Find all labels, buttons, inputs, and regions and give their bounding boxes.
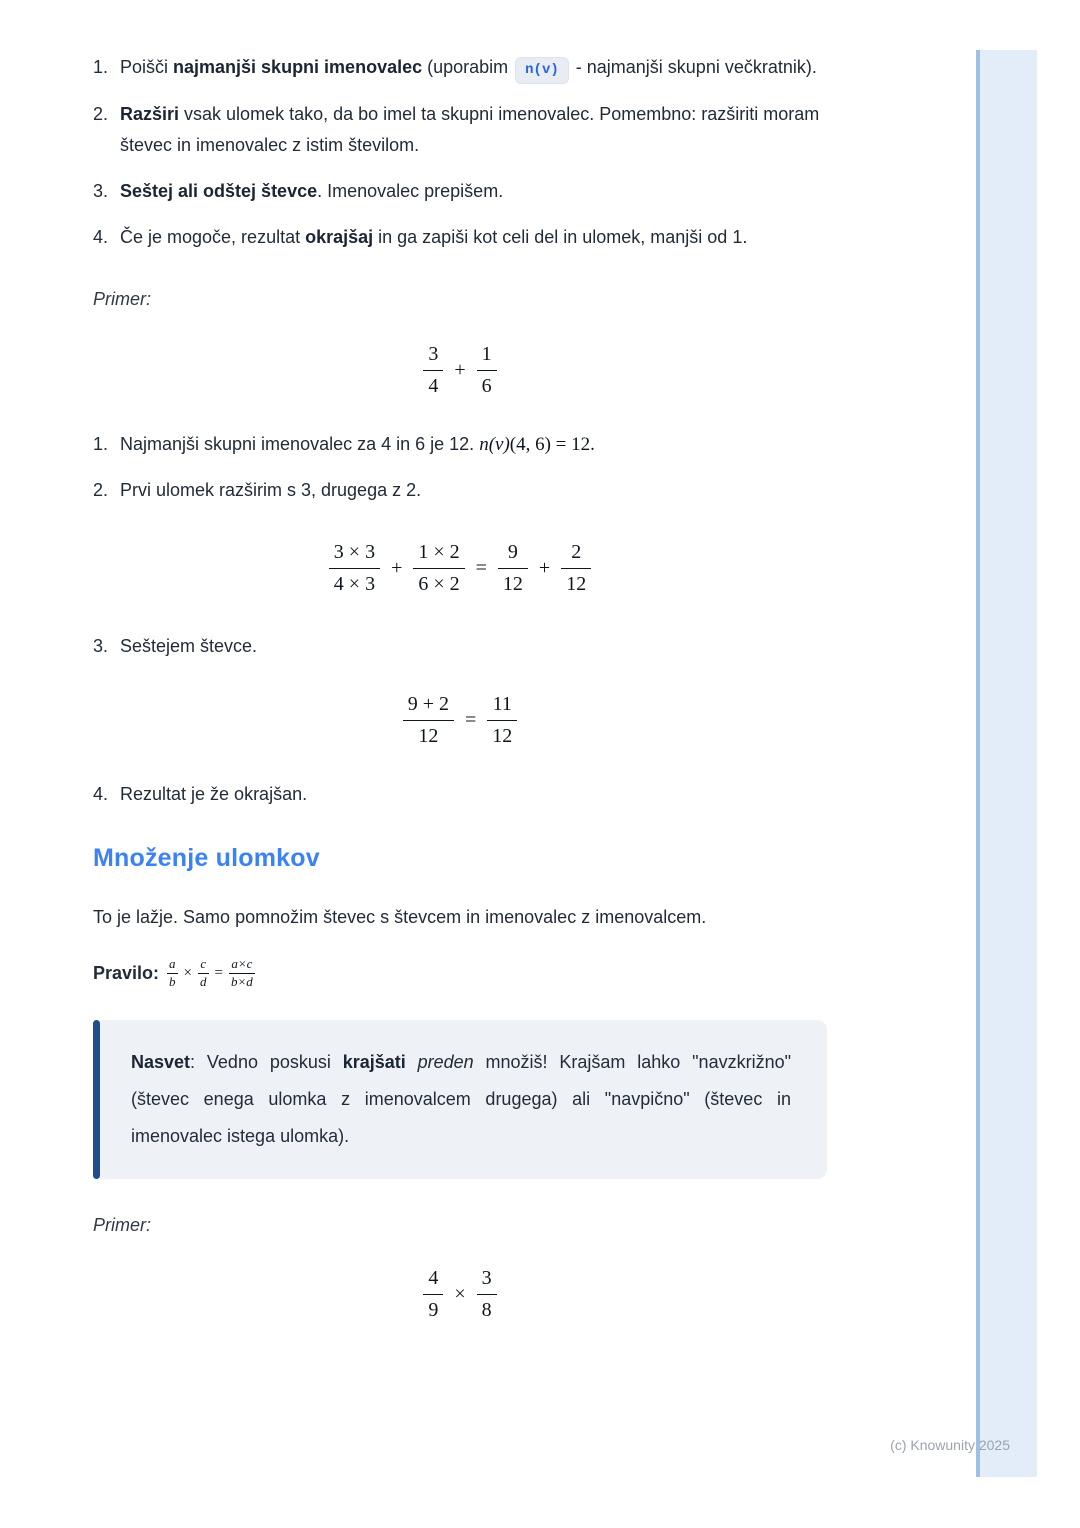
times-operator: × [454, 1282, 466, 1305]
fraction [229, 957, 255, 990]
example-step-3 [93, 631, 827, 662]
inline-math [479, 434, 595, 455]
step-text [120, 52, 827, 84]
fraction [329, 540, 380, 597]
tip-text-italic: preden [405, 1051, 474, 1072]
step-text-mid: (uporabim [422, 57, 514, 77]
numerator: 9 [498, 540, 528, 569]
formula-sum [93, 692, 827, 749]
rule-line [93, 957, 827, 990]
numerator: 11 [487, 692, 517, 721]
equals-operator: = [475, 557, 487, 579]
tip-text [131, 1044, 791, 1155]
fraction [423, 1266, 443, 1323]
step-text-bold: Seštej ali odštej števce [120, 181, 318, 201]
step-number: 2. [93, 104, 109, 124]
code-chip-nv: n(v) [515, 57, 569, 84]
denominator: 4 × 3 [333, 573, 376, 595]
plus-operator: + [391, 557, 403, 579]
tip-text-plain: : Vedno poskusi [190, 1051, 343, 1072]
procedure-step-3 [93, 176, 827, 207]
step-text-bold: najmanjši skupni imenovalec [173, 57, 423, 77]
equals-operator: = [214, 964, 223, 981]
fraction [403, 692, 454, 749]
numerator: 4 [423, 1266, 443, 1295]
denominator: 6 × 2 [418, 573, 460, 595]
fraction [198, 957, 209, 990]
step-text-pre: Če je mogoče, rezultat [120, 227, 306, 247]
tip-text-bold: krajšati [342, 1051, 406, 1072]
fraction [413, 540, 464, 597]
numerator: a [167, 957, 178, 974]
example-step-1 [93, 429, 827, 460]
denominator: 6 [481, 375, 492, 397]
section-intro: To je lažje. Samo pomnožim števec s števcem in imenovalec z imenovalcem. [93, 907, 707, 927]
formula-multiplication-example [93, 1266, 827, 1323]
example-label: Primer: [93, 1214, 151, 1235]
step-number: 4. [93, 784, 109, 804]
step-text: Seštejem števce. [120, 636, 258, 656]
fraction [487, 692, 517, 749]
denominator: b [169, 973, 176, 989]
denominator: 12 [492, 725, 513, 747]
step-number: 2. [93, 480, 109, 500]
denominator: 12 [566, 573, 587, 595]
section-heading-mnozenje-ulomkov: Množenje ulomkov [93, 844, 320, 872]
step-number: 3. [93, 636, 109, 656]
fraction [477, 342, 497, 399]
step-text-post: vsak ulomek tako, da bo imel ta skupni imenovalec. Pomembno: razširiti moram števec in imenovalec z istim številom. [120, 104, 820, 155]
numerator: 1 × 2 [413, 540, 464, 569]
step-text [120, 222, 827, 253]
procedure-step-2 [93, 99, 827, 161]
step-text [120, 176, 827, 207]
numerator: 3 × 3 [329, 540, 380, 569]
fraction [423, 342, 443, 399]
step-number: 1. [93, 434, 109, 454]
step-text-post: in ga zapiši kot celi del in ulomek, manjši od 1. [373, 227, 748, 247]
step-number: 4. [93, 227, 109, 247]
numerator: a×c [229, 957, 255, 974]
copyright-footer: (c) Knowunity 2025 [890, 1437, 1010, 1453]
fraction [167, 957, 178, 990]
step-text-post: . Imenovalec prepišem. [317, 181, 504, 201]
step-text-bold: okrajšaj [305, 227, 374, 247]
numerator: 2 [561, 540, 591, 569]
step-text [120, 99, 827, 161]
math-upright: (4, 6) = 12. [509, 434, 595, 455]
step-text-bold: Razširi [120, 104, 180, 124]
step-text [120, 429, 827, 460]
example-label: Primer: [93, 289, 151, 309]
step-number: 3. [93, 181, 109, 201]
step-text-plain: Najmanjši skupni imenovalec za 4 in 6 je 12. [120, 434, 480, 454]
denominator: 8 [481, 1298, 492, 1321]
tip-text-rest: množiš! Krajšam lahko "navzkrižno" (števec enega ulomka z imenovalcem drugega) ali "navpično" (števec in imenovalec istega ulomka). [131, 1051, 791, 1146]
denominator: 9 [428, 1298, 439, 1321]
step-text: Rezultat je že okrajšan. [120, 784, 308, 804]
step-text-post: - najmanjši skupni večkratnik). [570, 57, 817, 77]
fraction [477, 1266, 497, 1323]
step-number: 1. [93, 57, 109, 77]
plus-operator: + [454, 359, 466, 381]
numerator: 3 [477, 1266, 497, 1295]
numerator: c [198, 957, 209, 974]
times-operator: × [183, 964, 192, 981]
fraction [561, 540, 591, 597]
denominator: 12 [418, 725, 439, 747]
denominator: b×d [230, 973, 253, 989]
formula-expansion [93, 540, 827, 597]
denominator: d [200, 973, 207, 989]
example-step-4 [93, 779, 827, 810]
rule-label: Pravilo: [93, 962, 160, 983]
tip-callout [93, 1020, 827, 1179]
equals-operator: = [465, 709, 477, 731]
rule-inline-math [167, 957, 255, 990]
step-text-pre: Poišči [120, 57, 174, 77]
plus-operator: + [538, 557, 551, 579]
step-text: Prvi ulomek razširim s 3, drugega z 2. [120, 480, 422, 500]
denominator: 12 [502, 573, 523, 595]
math-italic: n(v) [479, 434, 510, 455]
fraction [498, 540, 528, 597]
document-page [93, 52, 827, 1323]
numerator: 1 [477, 342, 497, 371]
denominator: 4 [428, 375, 439, 397]
tip-label: Nasvet [131, 1051, 191, 1072]
formula-three-fourths-plus-one-sixth [93, 342, 827, 399]
procedure-step-4 [93, 222, 827, 253]
numerator: 9 + 2 [403, 692, 454, 721]
procedure-step-1 [93, 52, 827, 84]
numerator: 3 [423, 342, 443, 371]
scrollbar-panel[interactable] [976, 50, 1037, 1477]
example-step-2 [93, 475, 827, 506]
